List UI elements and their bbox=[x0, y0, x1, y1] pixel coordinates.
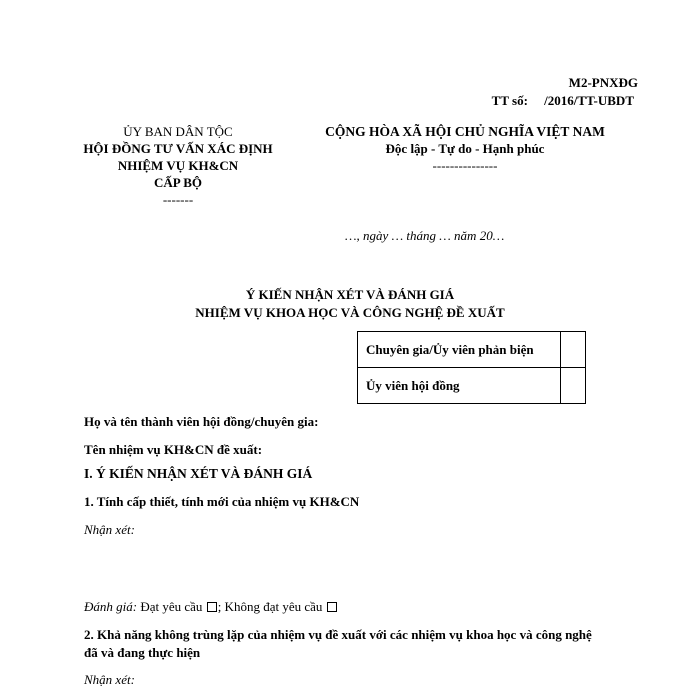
date-line: …, ngày … tháng … năm 20… bbox=[345, 228, 505, 243]
task-name-label: Tên nhiệm vụ KH&CN đề xuất: bbox=[84, 442, 263, 457]
title-line-1: Ý KIẾN NHẬN XÉT VÀ ĐÁNH GIÁ bbox=[245, 287, 455, 302]
council-name: HỘI ĐỒNG TƯ VẤN XÁC ĐỊNH NHIỆM VỤ KH&CN bbox=[83, 141, 273, 173]
role-checkbox-reviewer[interactable] bbox=[561, 332, 586, 368]
agency-divider: ------- bbox=[162, 192, 194, 207]
evaluation-pass-label: Đạt yêu cầu bbox=[140, 599, 203, 614]
role-label-reviewer: Chuyên gia/Ủy viên phản biện bbox=[358, 332, 561, 368]
criterion-1-heading: 1. Tính cấp thiết, tính mới của nhiệm vụ KH&CN bbox=[84, 494, 360, 509]
criterion-2-heading: 2. Khả năng không trùng lặp của nhiệm vụ đề xuất với các nhiệm vụ khoa học và công nghệ đã và đang thực hiện bbox=[84, 627, 592, 660]
national-divider: --------------- bbox=[432, 158, 498, 173]
fail-checkbox[interactable] bbox=[327, 602, 337, 612]
national-header bbox=[280, 123, 650, 174]
form-code: M2-PNXĐG bbox=[568, 75, 638, 90]
agency-header bbox=[78, 123, 278, 208]
section-heading: I. Ý KIẾN NHẬN XÉT VÀ ĐÁNH GIÁ bbox=[84, 466, 313, 481]
council-level: CẤP BỘ bbox=[153, 175, 203, 190]
circular-number bbox=[492, 93, 634, 109]
comment-label-2: Nhận xét: bbox=[84, 672, 135, 687]
evaluation-label: Đánh giá: bbox=[84, 599, 138, 614]
table-row bbox=[358, 332, 586, 368]
title-line-2: NHIỆM VỤ KHOA HỌC VÀ CÔNG NGHỆ ĐỀ XUẤT bbox=[195, 305, 505, 320]
evaluation-fail-label: ; Không đạt yêu cầu bbox=[217, 599, 323, 614]
country-name: CỘNG HÒA XÃ HỘI CHỦ NGHĨA VIỆT NAM bbox=[325, 124, 605, 139]
role-checkbox-member[interactable] bbox=[561, 368, 586, 404]
member-name-label: Họ và tên thành viên hội đồng/chuyên gia: bbox=[84, 414, 319, 429]
national-motto: Độc lập - Tự do - Hạnh phúc bbox=[385, 141, 545, 156]
comment-label-1: Nhận xét: bbox=[84, 522, 135, 537]
circular-value: /2016/TT-UBDT bbox=[544, 93, 634, 108]
evaluation-line bbox=[84, 599, 338, 615]
role-table bbox=[357, 331, 586, 404]
table-row bbox=[358, 368, 586, 404]
agency-name: ỦY BAN DÂN TỘC bbox=[123, 124, 233, 139]
pass-checkbox[interactable] bbox=[207, 602, 217, 612]
document-title bbox=[0, 286, 700, 322]
circular-label: TT số: bbox=[491, 93, 528, 108]
role-label-member: Ủy viên hội đồng bbox=[358, 368, 561, 404]
